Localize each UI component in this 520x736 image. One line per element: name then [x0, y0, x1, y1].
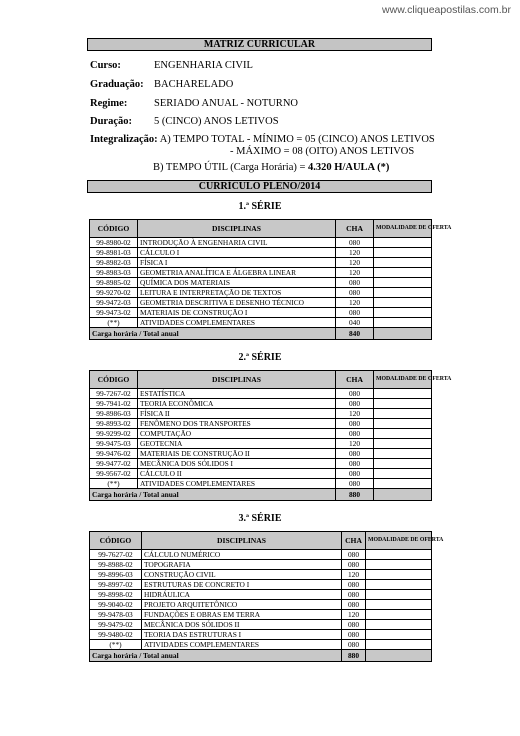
header-disciplinas: DISCIPLINAS [138, 220, 336, 238]
integralizacao-line1 [90, 134, 435, 145]
cell-cha: 120 [336, 439, 374, 449]
cell-codigo: 99-9299-02 [90, 429, 138, 439]
cell-codigo: (**) [90, 479, 138, 489]
cell-disciplina: MATERIAIS DE CONSTRUÇÃO I [138, 308, 336, 318]
cell-disciplina: MECÂNICA DOS SÓLIDOS I [138, 459, 336, 469]
info-value: SERIADO ANUAL - NOTURNO [154, 98, 298, 109]
matriz-title: MATRIZ CURRICULAR [87, 38, 432, 51]
serie-2-title: 2.ª SÉRIE [238, 352, 282, 363]
table-header [90, 371, 432, 389]
table-row [90, 620, 432, 630]
info-value: 5 (CINCO) ANOS LETIVOS [154, 116, 279, 127]
cell-codigo: (**) [90, 318, 138, 328]
cell-disciplina: FÍSICA I [138, 258, 336, 268]
cell-modalidade [366, 600, 432, 610]
cell-modalidade [366, 590, 432, 600]
cell-modalidade [374, 449, 432, 459]
header-codigo: CÓDIGO [90, 220, 138, 238]
cell-cha: 080 [342, 580, 366, 590]
cell-codigo: 99-9478-03 [90, 610, 142, 620]
cell-disciplina: TEORIA DAS ESTRUTURAS I [142, 630, 342, 640]
cell-cha: 040 [336, 318, 374, 328]
table-row [90, 248, 432, 258]
cell-modalidade [374, 409, 432, 419]
cell-codigo: 99-8986-03 [90, 409, 138, 419]
info-graduacao [90, 79, 234, 90]
cell-cha: 080 [342, 640, 366, 650]
total-row [90, 328, 432, 340]
info-value: ENGENHARIA CIVIL [154, 60, 253, 71]
cell-modalidade [374, 248, 432, 258]
cell-modalidade [374, 419, 432, 429]
cell-cha: 120 [336, 258, 374, 268]
tempo-total-minimo: A) TEMPO TOTAL - MÍNIMO = 05 (CINCO) ANOS LETIVOS [159, 134, 435, 145]
cell-modalidade [374, 459, 432, 469]
cell-disciplina: CÁLCULO II [138, 469, 336, 479]
cell-disciplina: INTRODUÇÃO À ENGENHARIA CIVIL [138, 238, 336, 248]
total-modalidade [374, 328, 432, 340]
cell-cha: 080 [336, 459, 374, 469]
table-row [90, 449, 432, 459]
tempo-util-value: 4.320 H/AULA (*) [308, 162, 390, 173]
total-label: Carga horária / Total anual [90, 650, 342, 662]
cell-codigo: 99-9477-02 [90, 459, 138, 469]
cell-modalidade [374, 298, 432, 308]
cell-codigo: (**) [90, 640, 142, 650]
info-label: Curso: [90, 60, 121, 71]
cell-cha: 080 [336, 479, 374, 489]
cell-modalidade [374, 429, 432, 439]
table-row [90, 630, 432, 640]
cell-cha: 120 [336, 298, 374, 308]
cell-modalidade [366, 620, 432, 630]
cell-modalidade [374, 238, 432, 248]
cell-modalidade [374, 278, 432, 288]
cell-disciplina: GEOMETRIA DESCRITIVA E DESENHO TÉCNICO [138, 298, 336, 308]
cell-cha: 080 [336, 238, 374, 248]
cell-disciplina: TOPOGRAFIA [142, 560, 342, 570]
cell-cha: 080 [342, 630, 366, 640]
cell-disciplina: TEORIA ECONÔMICA [138, 399, 336, 409]
cell-cha: 080 [336, 469, 374, 479]
cell-cha: 120 [342, 570, 366, 580]
header-modalidade: MODALIDADE DE OFERTA [374, 220, 432, 238]
info-label: Duração: [90, 116, 132, 127]
table-row [90, 318, 432, 328]
cell-codigo: 99-9480-02 [90, 630, 142, 640]
cell-disciplina: QUÍMICA DOS MATERIAIS [138, 278, 336, 288]
serie-1-table [89, 219, 452, 340]
total-value: 880 [342, 650, 366, 662]
cell-codigo: 99-7941-02 [90, 399, 138, 409]
cell-modalidade [374, 469, 432, 479]
cell-modalidade [374, 399, 432, 409]
table-row [90, 258, 432, 268]
cell-modalidade [374, 439, 432, 449]
cell-codigo: 99-8996-03 [90, 570, 142, 580]
cell-codigo: 99-8993-02 [90, 419, 138, 429]
cell-disciplina: LEITURA E INTERPRETAÇÃO DE TEXTOS [138, 288, 336, 298]
cell-modalidade [366, 630, 432, 640]
integralizacao-label: Integralização: [90, 134, 158, 145]
info-regime [90, 98, 298, 109]
cell-modalidade [374, 268, 432, 278]
cell-disciplina: ATIVIDADES COMPLEMENTARES [142, 640, 342, 650]
cell-disciplina: PROJETO ARQUITETÔNICO [142, 600, 342, 610]
table-row [90, 238, 432, 248]
cell-cha: 080 [336, 419, 374, 429]
cell-codigo: 99-7627-02 [90, 550, 142, 560]
cell-cha: 080 [336, 429, 374, 439]
cell-disciplina: COMPUTAÇÃO [138, 429, 336, 439]
table-header [90, 532, 432, 550]
cell-codigo: 99-8997-02 [90, 580, 142, 590]
header-cha: CHA [342, 532, 366, 550]
total-value: 880 [336, 489, 374, 501]
table-row [90, 429, 432, 439]
site-watermark: www.cliqueapostilas.com.br [382, 4, 511, 16]
cell-modalidade [366, 580, 432, 590]
cell-cha: 080 [342, 560, 366, 570]
table-row [90, 459, 432, 469]
table-row [90, 308, 432, 318]
cell-cha: 080 [342, 590, 366, 600]
table-row [90, 600, 432, 610]
header-cha: CHA [336, 220, 374, 238]
header-codigo: CÓDIGO [90, 532, 142, 550]
header-cha: CHA [336, 371, 374, 389]
cell-disciplina: CÁLCULO I [138, 248, 336, 258]
table-row [90, 479, 432, 489]
cell-disciplina: MATERIAIS DE CONSTRUÇÃO II [138, 449, 336, 459]
header-disciplinas: DISCIPLINAS [138, 371, 336, 389]
cell-disciplina: CÁLCULO NUMÉRICO [142, 550, 342, 560]
table-row [90, 550, 432, 560]
cell-modalidade [374, 258, 432, 268]
cell-modalidade [374, 288, 432, 298]
cell-codigo: 99-9270-02 [90, 288, 138, 298]
cell-codigo: 99-8985-02 [90, 278, 138, 288]
cell-codigo: 99-8982-03 [90, 258, 138, 268]
total-value: 840 [336, 328, 374, 340]
curriculo-title: CURRÍCULO PLENO/2014 [87, 180, 432, 193]
table-row [90, 560, 432, 570]
table-header [90, 220, 432, 238]
cell-cha: 120 [336, 248, 374, 258]
total-modalidade [374, 489, 432, 501]
info-label: Regime: [90, 98, 128, 109]
table-row [90, 298, 432, 308]
cell-modalidade [374, 479, 432, 489]
table-row [90, 278, 432, 288]
cell-codigo: 99-8981-03 [90, 248, 138, 258]
serie-2-table [89, 370, 452, 501]
table-row [90, 419, 432, 429]
cell-disciplina: ESTATÍSTICA [138, 389, 336, 399]
total-modalidade [366, 650, 432, 662]
cell-modalidade [366, 610, 432, 620]
cell-modalidade [374, 389, 432, 399]
cell-disciplina: MECÂNICA DOS SÓLIDOS II [142, 620, 342, 630]
table-row [90, 399, 432, 409]
cell-codigo: 99-9475-03 [90, 439, 138, 449]
cell-disciplina: FÍSICA II [138, 409, 336, 419]
table-row [90, 610, 432, 620]
tempo-total-maximo: - MÁXIMO = 08 (OITO) ANOS LETIVOS [230, 146, 415, 157]
cell-cha: 080 [342, 600, 366, 610]
cell-disciplina: ESTRUTURAS DE CONCRETO I [142, 580, 342, 590]
info-value: BACHARELADO [154, 79, 234, 90]
cell-cha: 120 [336, 409, 374, 419]
cell-cha: 080 [342, 620, 366, 630]
serie-1-title: 1.ª SÉRIE [238, 201, 282, 212]
total-row [90, 650, 432, 662]
cell-cha: 120 [342, 610, 366, 620]
table-row [90, 590, 432, 600]
header-codigo: CÓDIGO [90, 371, 138, 389]
cell-disciplina: HIDRÁULICA [142, 590, 342, 600]
cell-codigo: 99-8998-02 [90, 590, 142, 600]
tempo-util [153, 162, 389, 173]
header-disciplinas: DISCIPLINAS [142, 532, 342, 550]
info-label: Graduação: [90, 79, 144, 90]
cell-modalidade [366, 550, 432, 560]
cell-modalidade [366, 560, 432, 570]
cell-cha: 120 [336, 268, 374, 278]
tempo-util-label: B) TEMPO ÚTIL (Carga Horária) = [153, 162, 309, 173]
cell-disciplina: FENÔMENO DOS TRANSPORTES [138, 419, 336, 429]
table-row [90, 268, 432, 278]
cell-codigo: 99-7267-02 [90, 389, 138, 399]
cell-disciplina: FUNDAÇÕES E OBRAS EM TERRA [142, 610, 342, 620]
table-row [90, 409, 432, 419]
table-row [90, 288, 432, 298]
total-row [90, 489, 432, 501]
total-label: Carga horária / Total anual [90, 489, 336, 501]
cell-cha: 080 [336, 278, 374, 288]
table-row [90, 469, 432, 479]
cell-codigo: 99-8988-02 [90, 560, 142, 570]
table-row [90, 570, 432, 580]
cell-disciplina: ATIVIDADES COMPLEMENTARES [138, 479, 336, 489]
cell-disciplina: GEOMETRIA ANALÍTICA E ÁLGEBRA LINEAR [138, 268, 336, 278]
cell-modalidade [374, 318, 432, 328]
cell-cha: 080 [336, 449, 374, 459]
cell-codigo: 99-8980-02 [90, 238, 138, 248]
table-row [90, 389, 432, 399]
cell-codigo: 99-9473-02 [90, 308, 138, 318]
header-modalidade: MODALIDADE DE OFERTA [366, 532, 432, 550]
cell-codigo: 99-9479-02 [90, 620, 142, 630]
cell-disciplina: CONSTRUÇÃO CIVIL [142, 570, 342, 580]
info-curso [90, 60, 253, 71]
header-modalidade: MODALIDADE DE OFERTA [374, 371, 432, 389]
cell-cha: 080 [342, 550, 366, 560]
cell-cha: 080 [336, 399, 374, 409]
cell-modalidade [366, 640, 432, 650]
cell-cha: 080 [336, 288, 374, 298]
cell-modalidade [366, 570, 432, 580]
cell-codigo: 99-8983-03 [90, 268, 138, 278]
cell-cha: 080 [336, 308, 374, 318]
cell-disciplina: GEOTECNIA [138, 439, 336, 449]
info-duracao [90, 116, 279, 127]
cell-codigo: 99-9040-02 [90, 600, 142, 610]
table-row [90, 439, 432, 449]
cell-codigo: 99-9476-02 [90, 449, 138, 459]
table-row [90, 580, 432, 590]
cell-codigo: 99-9472-03 [90, 298, 138, 308]
serie-3-title: 3.ª SÉRIE [238, 513, 282, 524]
cell-codigo: 99-9567-02 [90, 469, 138, 479]
cell-disciplina: ATIVIDADES COMPLEMENTARES [138, 318, 336, 328]
total-label: Carga horária / Total anual [90, 328, 336, 340]
cell-cha: 080 [336, 389, 374, 399]
serie-3-table [89, 531, 444, 662]
table-row [90, 640, 432, 650]
cell-modalidade [374, 308, 432, 318]
